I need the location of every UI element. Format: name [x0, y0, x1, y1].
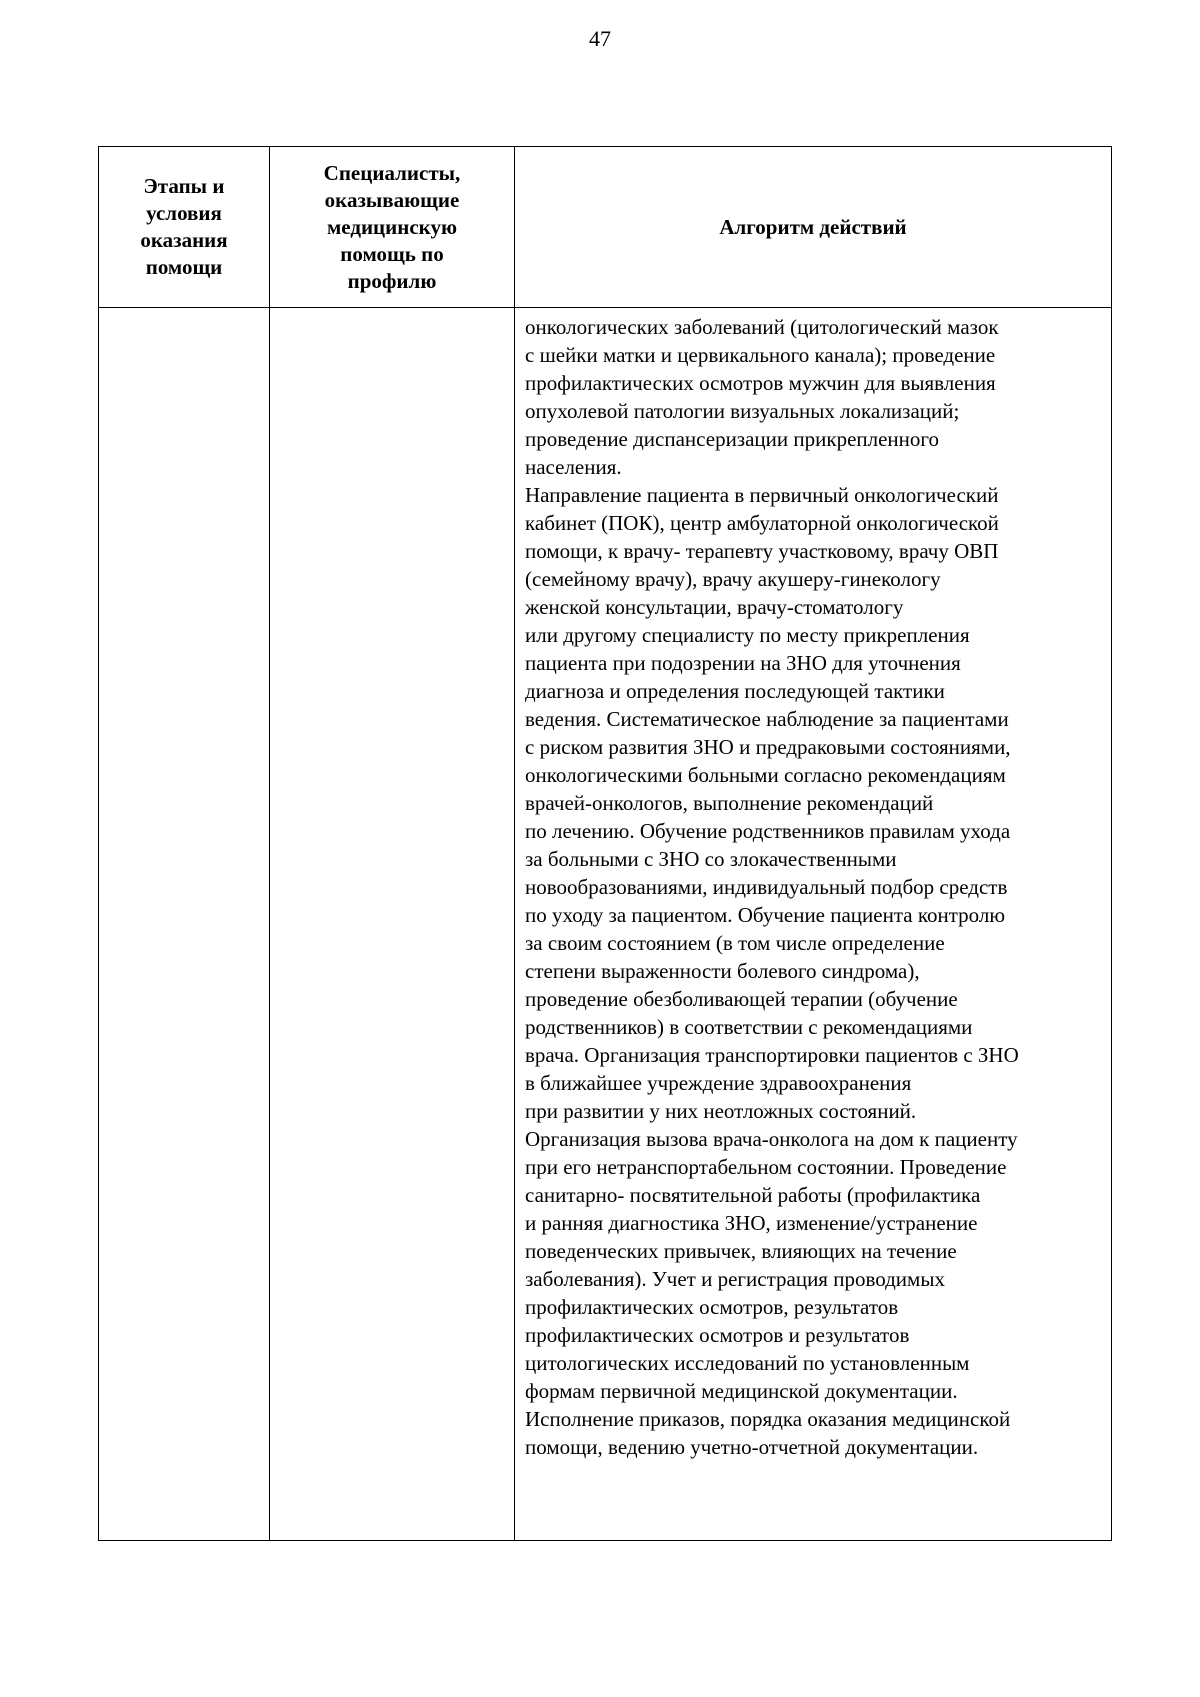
- header-stages-line: условия: [146, 201, 222, 225]
- algorithm-line: заболевания). Учет и регистрация проводимых: [525, 1267, 945, 1291]
- header-specialists: [270, 147, 515, 308]
- algorithm-line: онкологических заболеваний (цитологический мазок: [525, 315, 999, 339]
- algorithm-line: профилактических осмотров, результатов: [525, 1295, 899, 1319]
- algorithm-line: ведения. Систематическое наблюдение за пациентами: [525, 707, 1009, 731]
- algorithm-line: при его нетранспортабельном состоянии. Проведение: [525, 1155, 1007, 1179]
- algorithm-table: [98, 146, 1112, 1541]
- cell-specialists: [270, 308, 515, 1541]
- algorithm-line: женской консультации, врачу-стоматологу: [525, 595, 904, 619]
- algorithm-line: Организация вызова врача-онколога на дом к пациенту: [525, 1127, 1018, 1151]
- table-row: [99, 308, 1112, 1541]
- algorithm-line: санитарно- посвятительной работы (профилактика: [525, 1183, 981, 1207]
- header-specialists-line: помощь по: [340, 241, 444, 266]
- algorithm-line: населения.: [525, 455, 622, 479]
- algorithm-line: врачей-онкологов, выполнение рекомендаций: [525, 791, 934, 815]
- header-stages-line: Этапы и: [143, 174, 225, 198]
- algorithm-line: в ближайшее учреждение здравоохранения: [525, 1071, 912, 1095]
- algorithm-line: онкологическими больными согласно рекомендациям: [525, 763, 1006, 787]
- cell-stages: [99, 308, 270, 1541]
- algorithm-line: помощи, ведению учетно-отчетной документации.: [525, 1435, 979, 1459]
- algorithm-line: (семейному врачу), врачу акушеру-гинекологу: [525, 567, 941, 591]
- header-algorithm: [515, 147, 1112, 308]
- algorithm-text: [515, 308, 1111, 1461]
- algorithm-line: при развитии у них неотложных состояний.: [525, 1099, 917, 1123]
- algorithm-line: или другому специалисту по месту прикрепления: [525, 623, 970, 647]
- algorithm-line: и ранняя диагностика ЗНО, изменение/устранение: [525, 1211, 978, 1235]
- algorithm-line: опухолевой патологии визуальных локализаций;: [525, 399, 960, 423]
- cell-algorithm: [515, 308, 1112, 1541]
- algorithm-line: по лечению. Обучение родственников правилам ухода: [525, 819, 1011, 843]
- algorithm-line: формам первичной медицинской документации.: [525, 1379, 958, 1403]
- header-stages: [99, 147, 270, 308]
- algorithm-line: родственников) в соответствии с рекомендациями: [525, 1015, 973, 1039]
- page-number: 47: [589, 26, 611, 51]
- header-specialists-line: Специалисты,: [323, 160, 461, 185]
- algorithm-line: проведение диспансеризации прикрепленного: [525, 427, 939, 451]
- header-stages-line: помощи: [145, 255, 223, 279]
- algorithm-line: по уходу за пациентом. Обучение пациента контролю: [525, 903, 1006, 927]
- algorithm-line: Исполнение приказов, порядка оказания медицинской: [525, 1407, 1011, 1431]
- algorithm-line: профилактических осмотров и результатов: [525, 1323, 910, 1347]
- header-specialists-line: медицинскую: [326, 214, 458, 239]
- algorithm-line: кабинет (ПОК), центр амбулаторной онкологической: [525, 511, 999, 535]
- algorithm-line: диагноза и определения последующей тактики: [525, 679, 945, 703]
- algorithm-line: профилактических осмотров мужчин для выявления: [525, 371, 996, 395]
- algorithm-line: за больными с ЗНО со злокачественными: [525, 847, 897, 871]
- header-specialists-line: профилю: [347, 268, 437, 293]
- table-header-row: [99, 147, 1112, 308]
- algorithm-line: новообразованиями, индивидуальный подбор средств: [525, 875, 1008, 899]
- header-specialists-line: оказывающие: [324, 187, 460, 212]
- header-algorithm-label: Алгоритм действий: [719, 214, 907, 239]
- algorithm-line: с шейки матки и цервикального канала); проведение: [525, 343, 996, 367]
- algorithm-line: степени выраженности болевого синдрома),: [525, 959, 920, 983]
- algorithm-line: цитологических исследований по установленным: [525, 1351, 970, 1375]
- algorithm-line: с риском развития ЗНО и предраковыми состояниями,: [525, 735, 1011, 759]
- header-stages-line: оказания: [140, 228, 228, 252]
- algorithm-line: Направление пациента в первичный онкологический: [525, 483, 999, 507]
- algorithm-line: врача. Организация транспортировки пациентов с ЗНО: [525, 1043, 1019, 1067]
- algorithm-line: за своим состоянием (в том числе определение: [525, 931, 945, 955]
- algorithm-line: помощи, к врачу- терапевту участковому, врачу ОВП: [525, 539, 999, 563]
- algorithm-line: пациента при подозрении на ЗНО для уточнения: [525, 651, 961, 675]
- algorithm-line: проведение обезболивающей терапии (обучение: [525, 987, 958, 1011]
- algorithm-line: поведенческих привычек, влияющих на течение: [525, 1239, 957, 1263]
